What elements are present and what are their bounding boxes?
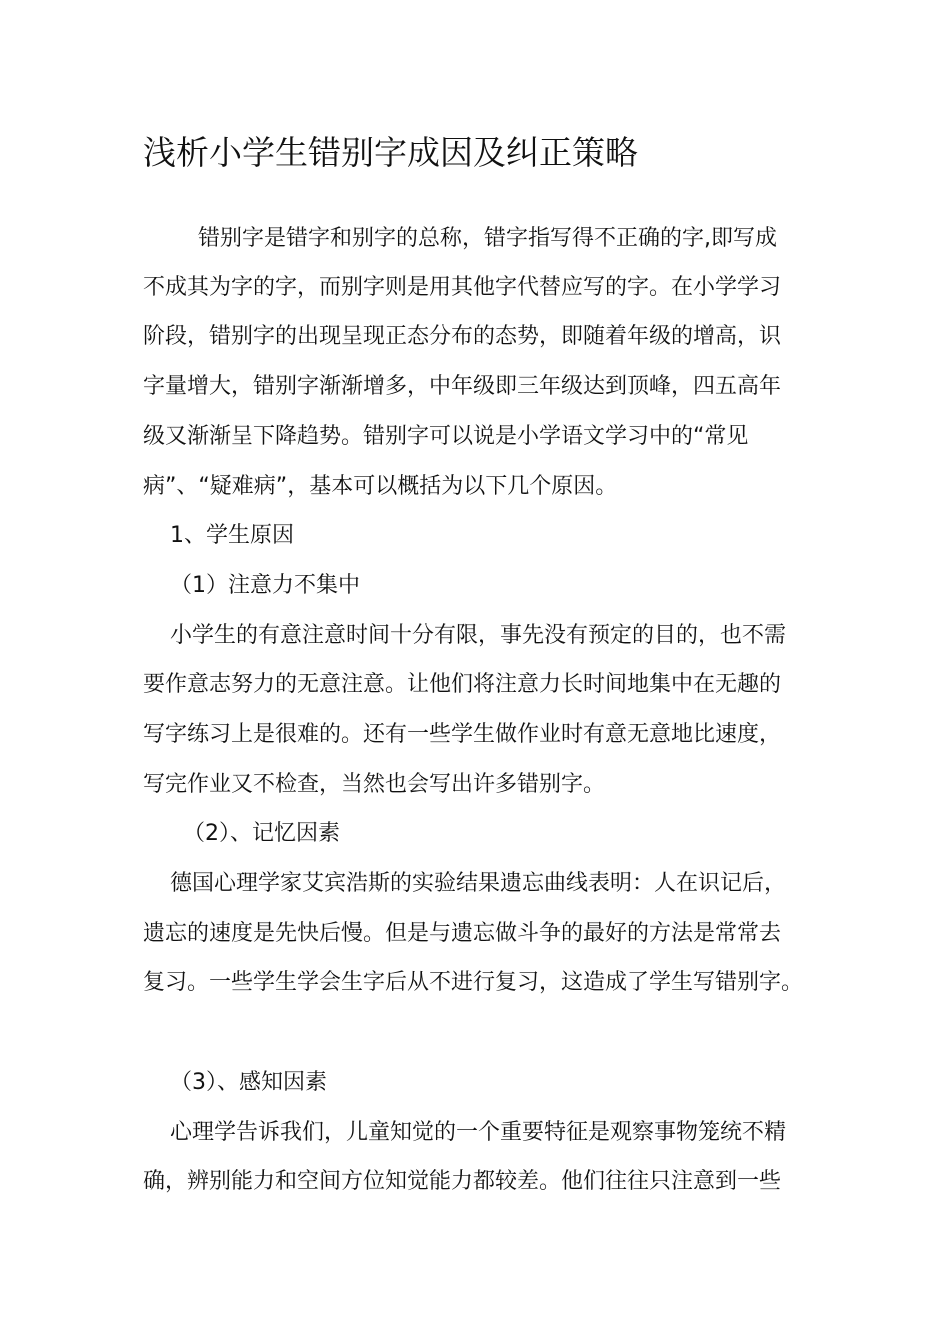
body-line: 写完作业又不检查，当然也会写出许多错别字。 [143,772,606,797]
intro-line: 错别字是错字和别字的总称，错字指写得不正确的字,即写成 [198,226,777,251]
intro-line: 阶段，错别字的出现呈现正态分布的态势，即随着年级的增高，识 [143,324,782,349]
body-line: 小学生的有意注意时间十分有限，事先没有预定的目的，也不需 [170,623,787,648]
subsection-heading: （3）、感知因素 [170,1070,327,1095]
section-heading: 1、学生原因 [170,523,294,548]
body-line: 复习。一些学生学会生字后从不进行复习，这造成了学生写错别字。 [143,970,804,995]
subsection-heading: （1）注意力不集中 [170,573,360,598]
body-line: 心理学告诉我们，儿童知觉的一个重要特征是观察事物笼统不精 [170,1120,787,1145]
intro-line: 级又渐渐呈下降趋势。错别字可以说是小学语文学习中的“常见 [143,424,749,449]
body-line: 要作意志努力的无意注意。让他们将注意力长时间地集中在无趣的 [143,672,782,697]
document-title: 浅析小学生错别字成因及纠正策略 [143,133,638,172]
intro-line: 不成其为字的字，而别字则是用其他字代替应写的字。在小学学习 [143,275,782,300]
subsection-heading: （2）、记忆因素 [183,821,340,846]
intro-line: 病”、“疑难病”，基本可以概括为以下几个原因。 [143,474,618,499]
body-line: 写字练习上是很难的。还有一些学生做作业时有意无意地比速度， [143,722,782,747]
intro-line: 字量增大，错别字渐渐增多，中年级即三年级达到顶峰，四五高年 [143,374,782,399]
body-line: 确，辨别能力和空间方位知觉能力都较差。他们往往只注意到一些 [143,1169,782,1194]
body-line: 德国心理学家艾宾浩斯的实验结果遗忘曲线表明：人在识记后， [170,871,787,896]
body-line: 遗忘的速度是先快后慢。但是与遗忘做斗争的最好的方法是常常去 [143,921,782,946]
